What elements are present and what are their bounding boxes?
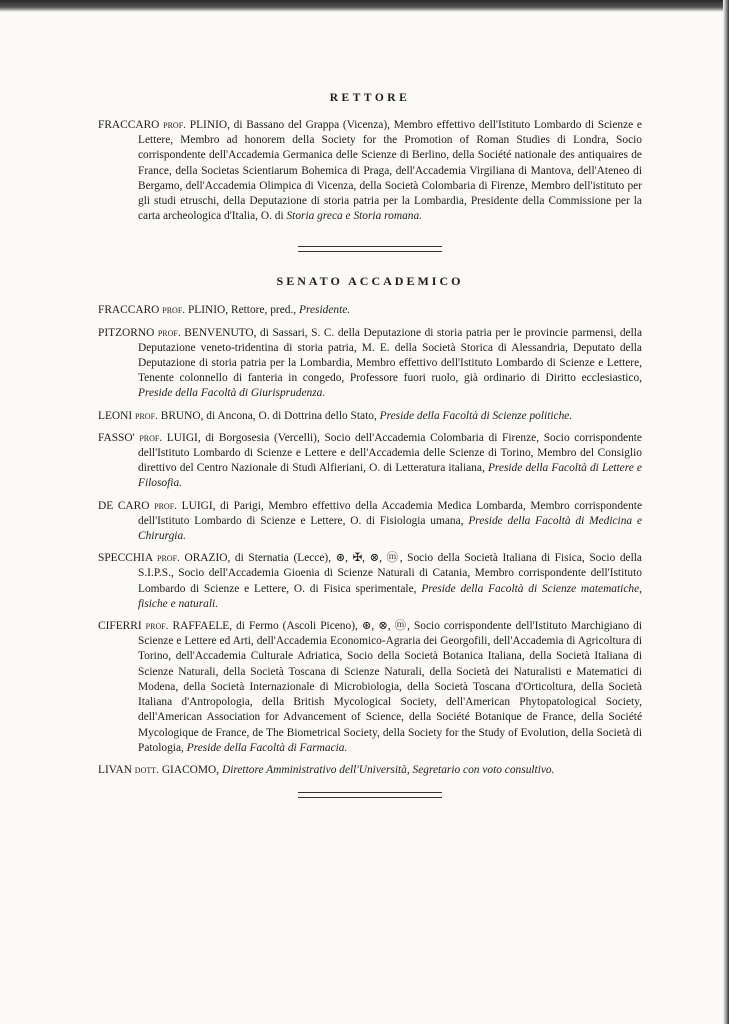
entry-name: FASSO' prof. LUIGI, xyxy=(98,431,201,444)
senate-entry xyxy=(98,303,642,318)
entry-description: di Ancona, O. di Dottrina dello Stato, xyxy=(203,409,380,422)
senate-entry xyxy=(98,431,642,492)
entry-name: FRACCARO prof. PLINIO, xyxy=(98,304,229,317)
entry-role: Direttore Amministrativo dell'Università, Segretario con voto consultivo. xyxy=(221,763,555,776)
entry-name: FRACCARO prof. PLINIO, xyxy=(98,119,230,131)
entry-description: di Borgosesia (Vercelli), Socio dell'Accademia Colombaria di Firenze, Socio corrispondente dell'Istituto Lombardo di Scienze e Lettere e dell'Accademia delle Scienze di Torino, Membro del Consiglio direttivo del Centro Nazionale di Studi Alfieriani, O. di Letteratura italiana, xyxy=(138,431,642,475)
entry-role: Preside della Facoltà di Scienze politiche. xyxy=(379,409,573,422)
entry-role: Preside della Facoltà di Scienze matematiche, fisiche e naturali. xyxy=(138,582,642,610)
entry-name: LIVAN dott. GIACOMO, xyxy=(98,763,220,776)
entry-role: Preside della Facoltà di Farmacia. xyxy=(186,741,348,754)
scan-edge-top xyxy=(0,0,729,12)
section-divider xyxy=(298,246,442,252)
closing-divider xyxy=(298,792,442,798)
senate-entry xyxy=(98,763,642,778)
entry-role: Storia greca e Storia romana. xyxy=(286,210,423,223)
rettore-entry xyxy=(98,118,642,224)
senate-entry xyxy=(98,409,642,424)
senate-entry xyxy=(98,619,642,756)
rettore-heading: RETTORE xyxy=(329,92,411,104)
entry-name: PITZORNO prof. BENVENUTO, xyxy=(98,326,257,339)
senate-entry xyxy=(98,551,642,612)
entry-role: Preside della Facoltà di Medicina e Chirurgia. xyxy=(138,514,642,543)
senato-heading: SENATO ACCADEMICO xyxy=(276,274,464,289)
entry-description: di Fermo (Ascoli Piceno), ⊛, ⊗, ⓜ, Socio corrispondente dell'Istituto Marchigiano di Scienze e Lettere ed Arti, dell'Accademia Economico-Agraria dei Georgofili, dell'Accademia di Agricoltura di Torino, dell'Accademia Culturale Adriatica, Socio della Società Botanica Italiana, della Società Italiana di Scienze Naturali, della Società Toscana di Scienze Naturali, della Società dei Naturalisti e Matematici di Modena, della Società Internazionale di Microbiologia, della Società Toscana d'Orticoltura, della Società Italiana d'Antropologia, della British Mycological Society, dell'American Phytopatological Society, dell'American Association for Advancement of Science, della Société Botanique de France, della Société Mycologique de France, de The Biometrical Society, della Society for the Study of Evolution, della Società di Patologia, xyxy=(138,620,642,754)
entry-role: Presidente. xyxy=(299,304,351,317)
senate-member-list xyxy=(98,303,642,778)
entry-name: CIFERRI prof. RAFFAELE, xyxy=(98,620,233,633)
entry-description: di Sternatia (Lecce), ⊛, ✠, ⊗, ⓜ, Socio della Società Italiana di Fisica, Socio della S.I.P.S., Socio dell'Accademia Gioenia di Scienze Naturali di Catania, Membro corrispondente dell'Istituto Lombardo di Scienze e Lettere, O. di Fisica sperimentale, xyxy=(138,552,642,595)
scan-edge-right xyxy=(723,0,729,1024)
entry-name: LEONI prof. BRUNO, xyxy=(98,409,204,422)
entry-role: Preside della Facoltà di Giurisprudenza. xyxy=(138,387,326,400)
entry-description: di Sassari, S. C. della Deputazione di storia patria per le provincie parmensi, della Deputazione veneto-tridentina di storia patria, M. E. della Società Storica di Alessandria, Deputato della Deputazione di storia patria per la Lombardia, Membro effettivo dell'Istituto Lombardo di Scienze e Lettere, Tenente colonnello di fanteria in congedo, Professore fuori ruolo, già ordinario di Diritto ecclesiastico, xyxy=(138,326,643,385)
document-page xyxy=(98,92,642,798)
entry-description: di Parigi, Membro effettivo della Accademia Medica Lombarda, Membro corrispondente dell'Istituto Lombardo di Scienze e Lettere, O. di Fisiologia umana, xyxy=(138,499,642,527)
entry-name: DE CARO prof. LUIGI, xyxy=(98,499,216,512)
entry-name: SPECCHIA prof. ORAZIO, xyxy=(98,552,231,565)
senate-entry xyxy=(98,499,642,545)
entry-role: Preside della Facoltà di Lettere e Filosofia. xyxy=(138,462,642,490)
entry-description: di Bassano del Grappa (Vicenza), Membro effettivo dell'Istituto Lombardo di Scienze e Lettere, Membro ad honorem della Society for the Promotion of Roman Studies di Londra, Socio corrispondente dell'Accademia Germanica delle Scienze di Berlino, della Société nationale des antiquaires de France, della Societas Scientiarum Bohemica di Praga, dell'Accademia Virgiliana di Mantova, dell'Ateneo di Bergamo, dell'Accademia Olimpica di Vicenza, della Società Colombaria di Firenze, Membro dell'istituto per gli studi etruschi, della Deputazione di storia patria per la Lombardia, Presidente della Commissione per la carta archeologica d'Italia, O. di xyxy=(138,119,642,223)
senate-entry xyxy=(98,326,642,402)
entry-description: Rettore, pred., xyxy=(228,304,299,317)
